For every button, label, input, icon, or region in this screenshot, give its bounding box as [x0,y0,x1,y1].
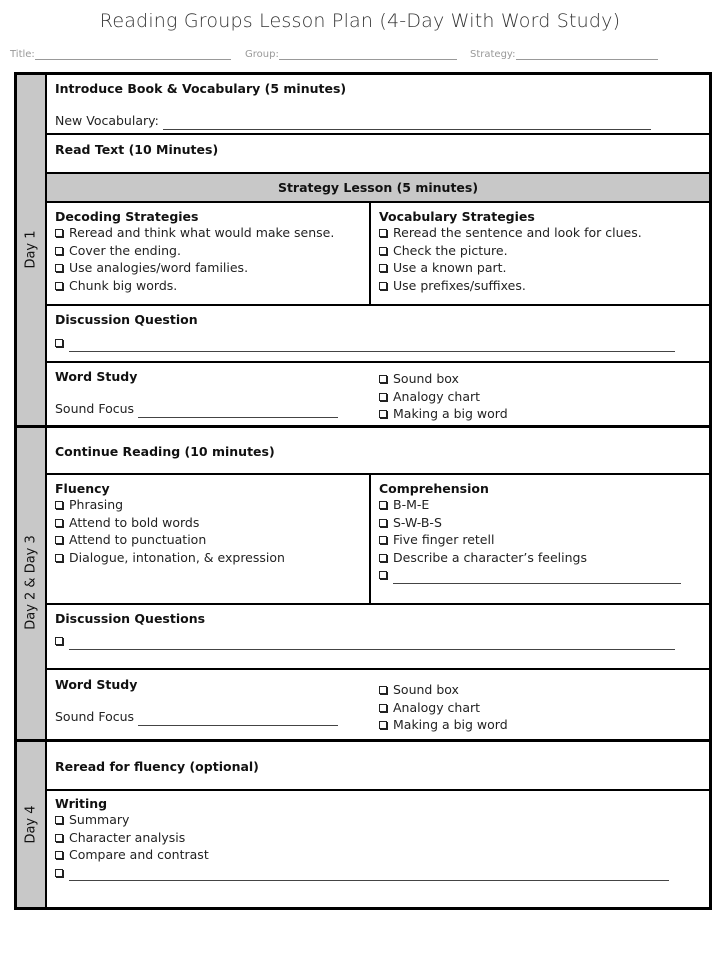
read-text-heading: Read Text (10 Minutes) [55,142,219,157]
checkbox-icon[interactable] [55,519,63,527]
writing-heading: Writing [55,796,108,811]
checklist-item[interactable]: Making a big word [379,716,508,734]
row-divider [45,133,709,135]
column-divider [369,475,371,603]
title-field-label: Title: [10,49,35,60]
checklist-item[interactable]: Dialogue, intonation, & expression [55,549,285,567]
strategy-lesson-heading: Strategy Lesson (5 minutes) [277,180,479,195]
checklist-item[interactable]: Sound box [379,370,508,388]
word-study-heading: Word Study [55,677,138,692]
sound-focus-line [138,405,338,418]
reread-fluency-heading: Reread for fluency (optional) [55,759,259,774]
checkbox-icon[interactable] [379,501,387,509]
comprehension-section [379,481,681,584]
checklist-item[interactable]: Five finger retell [379,531,681,549]
day4-label: Day 4 [23,805,39,844]
checklist-item[interactable]: B-M-E [379,496,681,514]
checkbox-icon[interactable] [379,519,387,527]
checkbox-icon[interactable] [55,339,63,347]
checklist-item[interactable]: Attend to bold words [55,514,285,532]
checkbox-icon[interactable] [55,247,63,255]
checklist-item-blank[interactable] [55,864,669,882]
checkbox-icon[interactable] [55,554,63,562]
page-title: Reading Groups Lesson Plan (4-Day With Word Study) [99,10,621,32]
row-divider [45,201,709,203]
strategy-field-label: Strategy: [470,49,516,60]
checklist-item[interactable]: Compare and contrast [55,846,669,864]
writing-section [55,796,669,881]
strategy-field[interactable] [470,49,658,60]
word-study-heading: Word Study [55,369,138,384]
checklist-item[interactable]: Describe a character’s feelings [379,549,681,567]
comprehension-heading: Comprehension [379,481,489,496]
row-divider [45,361,709,363]
checkbox-icon[interactable] [55,637,63,645]
checkbox-icon[interactable] [379,721,387,729]
checkbox-icon[interactable] [55,282,63,290]
checklist-item[interactable]: Reread the sentence and look for clues. [379,224,642,242]
checkbox-icon[interactable] [379,536,387,544]
checklist-item[interactable]: Reread and think what would make sense. [55,224,334,242]
checklist-item[interactable]: Summary [55,811,669,829]
checklist-item[interactable]: Use analogies/word families. [55,259,334,277]
checklist-item[interactable]: Character analysis [55,829,669,847]
row-divider [45,668,709,670]
checkbox-icon[interactable] [55,501,63,509]
sound-focus-field[interactable] [55,708,338,726]
day-divider [14,425,712,428]
vocabulary-heading: Vocabulary Strategies [379,209,535,224]
new-vocabulary-line [163,117,651,130]
checklist-item[interactable]: Analogy chart [379,699,508,717]
row-divider [45,473,709,475]
checklist-item[interactable]: Chunk big words. [55,277,334,295]
day-divider [14,739,712,742]
checkbox-icon[interactable] [379,554,387,562]
discussion-questions-heading: Discussion Questions [55,611,206,626]
fluency-heading: Fluency [55,481,110,496]
new-vocabulary-label: New Vocabulary: [55,113,159,128]
checkbox-icon[interactable] [55,536,63,544]
row-divider [45,304,709,306]
day23-label: Day 2 & Day 3 [23,535,39,630]
title-field[interactable] [10,49,231,60]
answer-line[interactable] [69,637,675,650]
checkbox-icon[interactable] [55,229,63,237]
checklist-item[interactable]: Use a known part. [379,259,642,277]
checkbox-icon[interactable] [379,571,387,579]
checkbox-icon[interactable] [55,869,63,877]
title-field-line [35,50,231,60]
checkbox-icon[interactable] [379,393,387,401]
checklist-item[interactable]: Check the picture. [379,242,642,260]
checklist-item[interactable]: Sound box [379,681,508,699]
checkbox-icon[interactable] [55,834,63,842]
checkbox-icon[interactable] [379,247,387,255]
checkbox-icon[interactable] [379,686,387,694]
checklist-item[interactable]: Analogy chart [379,388,508,406]
intro-book-heading: Introduce Book & Vocabulary (5 minutes) [55,81,347,96]
discussion-question-answer[interactable] [55,334,675,352]
strategy-field-line [516,50,658,60]
word-study-options [379,370,508,423]
decoding-strategies [55,209,334,294]
discussion-questions-answer[interactable] [55,632,675,650]
checklist-item[interactable]: Phrasing [55,496,285,514]
group-field-label: Group: [245,49,279,60]
sound-focus-label: Sound Focus [55,709,135,724]
checkbox-icon[interactable] [379,264,387,272]
sound-focus-line [138,713,338,726]
checklist-item[interactable]: S-W-B-S [379,514,681,532]
day1-label: Day 1 [23,230,39,269]
answer-line[interactable] [69,339,675,352]
checkbox-icon[interactable] [55,816,63,824]
checkbox-icon[interactable] [379,410,387,418]
row-divider [45,603,709,605]
sound-focus-field[interactable] [55,400,338,418]
checklist-item[interactable]: Attend to punctuation [55,531,285,549]
new-vocabulary-field[interactable] [55,112,651,130]
vocabulary-strategies [379,209,642,294]
column-divider [369,203,371,304]
checkbox-icon[interactable] [379,704,387,712]
checklist-item[interactable]: Use prefixes/suffixes. [379,277,642,295]
sound-focus-label: Sound Focus [55,401,135,416]
answer-line[interactable] [393,571,681,584]
decoding-heading: Decoding Strategies [55,209,199,224]
discussion-question-heading: Discussion Question [55,312,198,327]
fluency-section [55,481,285,566]
checkbox-icon[interactable] [55,264,63,272]
word-study-options [379,681,508,734]
group-field[interactable] [245,49,457,60]
checkbox-icon[interactable] [55,851,63,859]
checklist-item-blank[interactable] [379,566,681,584]
checkbox-icon[interactable] [379,229,387,237]
row-divider [45,789,709,791]
continue-reading-heading: Continue Reading (10 minutes) [55,444,275,459]
group-field-line [279,50,457,60]
checkbox-icon[interactable] [379,282,387,290]
checklist-item[interactable]: Making a big word [379,405,508,423]
answer-line[interactable] [69,868,669,881]
checklist-item[interactable]: Cover the ending. [55,242,334,260]
checkbox-icon[interactable] [379,375,387,383]
